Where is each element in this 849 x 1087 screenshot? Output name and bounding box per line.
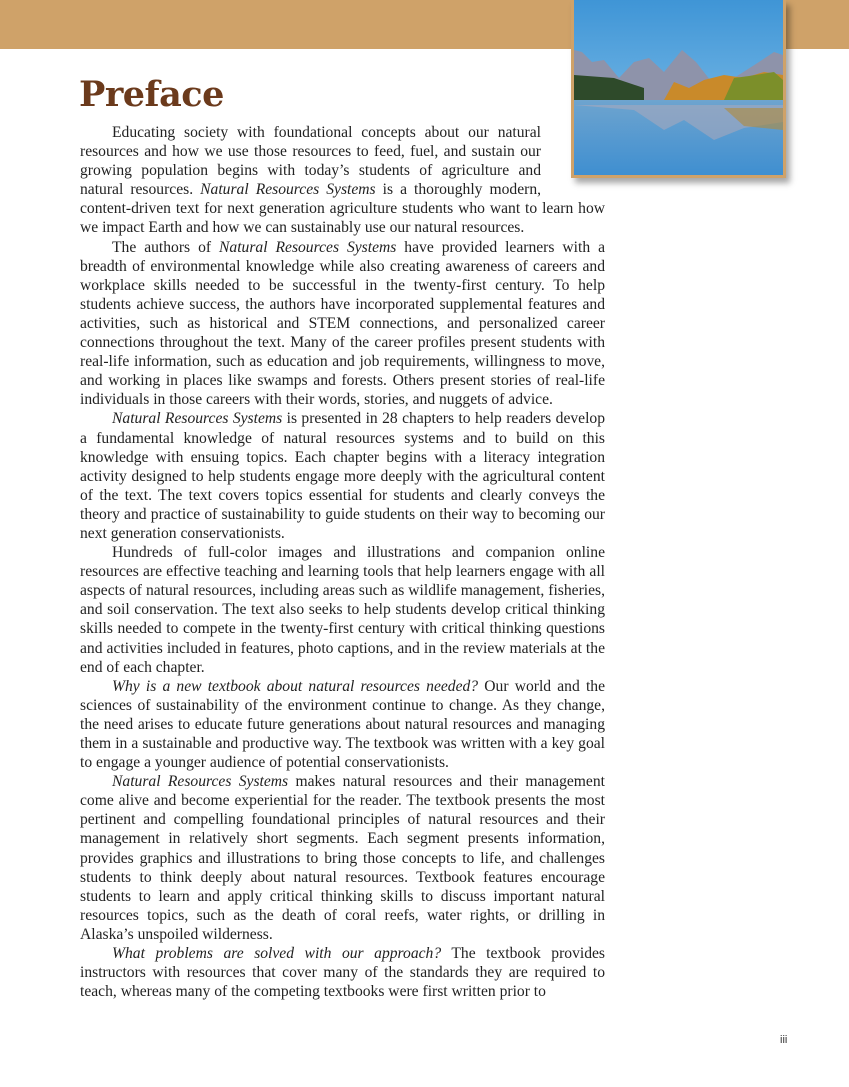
text-run: Hundreds of full-color images and illustrations and companion online resources are effective teaching and learning tools that help learners engage with all aspects of natural resources, including areas such as wildlife management, fisheries, and soil conservation. The text also seeks to help students develop critical thinking skills needed to compete in the twenty-first century with critical thinking questions and activities included in features, photo captions, and in the review materials at the end of each chapter. (80, 544, 605, 676)
italic-text: Natural Resources Systems (200, 181, 376, 199)
paragraph (80, 944, 605, 1001)
text-run: makes natural resources and their management come alive and become experiential for the reader. The textbook presents the most pertinent and compelling foundational principles of natural resources and their management in relatively short segments. Each segment presents information, provides graphics and illustrations to bring those concepts to life, and challenges students to think deeply about natural resources. Textbook features encourage students to learn and apply critical thinking skills to discuss important natural resources topics, such as the death of coral reefs, water rights, or drilling in Alaska’s unspoiled wilderness. (80, 773, 605, 943)
italic-text: Natural Resources Systems (219, 238, 397, 256)
text-run: have provided learners with a breadth of environmental knowledge while also creating awareness of careers and workplace skills needed to be successful in the twenty-first century. To help students achieve success, the authors have incorporated supplemental features and activities, such as historical and STEM connections, and personalized career connections throughout the text. Many of the career profiles present students with real-life information, such as education and job requirements, willingness to move, and working in places like swamps and forests. Others present stories of real-life individuals in those careers with their words, stories, and nuggets of advice. (80, 238, 605, 409)
preface-body (80, 123, 605, 1001)
paragraph (80, 238, 605, 410)
text-run: The authors of (112, 238, 220, 256)
paragraph (80, 772, 605, 944)
italic-text: Natural Resources Systems (112, 773, 289, 791)
text-run: Our world and the sciences of sustainability of the environment continue to change. As they change, the need arises to educate future generations about natural resources and managing them in a sustainable and productive way. The textbook was written with a key goal to engage a younger audience of potential conservationists. (80, 677, 605, 772)
italic-text: Natural Resources Systems (112, 410, 283, 428)
italic-text: Why is a new textbook about natural resources needed? (112, 677, 479, 695)
paragraph (80, 123, 605, 238)
photo-wrap-spacer (541, 123, 605, 199)
paragraph (80, 409, 605, 543)
paragraph (80, 543, 605, 677)
text-run: is a thoroughly modern, content-driven text for next generation agriculture students who want to learn how we impact Earth and how we can sustainably use our natural resources. (80, 181, 605, 237)
text-run: is presented in 28 chapters to help readers develop a fundamental knowledge of natural resources systems and to build on this knowledge with ensuing topics. Each chapter begins with a literacy integration activity designed to help students engage more deeply with the agricultural content of the text. The text covers topics essential for students and clearly conveys the theory and practice of sustainability to guide students on their way to becoming our next generation conservationists. (80, 410, 606, 542)
text-run: The textbook provides instructors with resources that cover many of the standards they are required to teach, whereas many of the competing textbooks were first written prior to (80, 945, 605, 1001)
page-number: iii (780, 1034, 788, 1046)
text-run: Educating society with foundational concepts about our natural resources and how we use those resources to feed, fuel, and sustain our growing population begins with today’s students of agriculture and natural resources. (80, 124, 541, 199)
paragraph (80, 677, 605, 772)
page-title: Preface (79, 74, 224, 115)
italic-text: What problems are solved with our approach? (112, 945, 442, 963)
